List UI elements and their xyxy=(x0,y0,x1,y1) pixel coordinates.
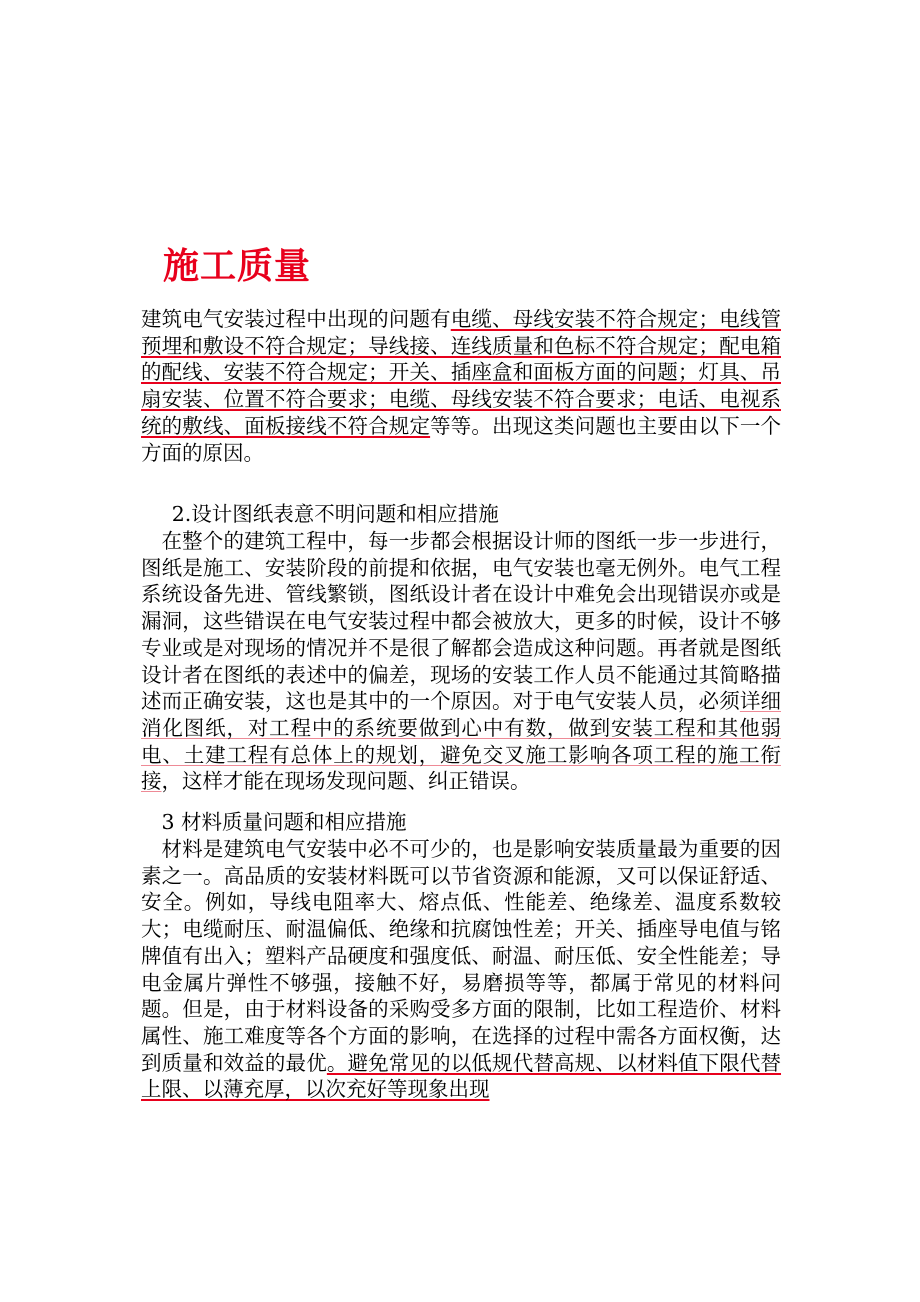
section-heading-3: 3 材料质量问题和相应措施 xyxy=(161,810,407,834)
document-title: 施工质量 xyxy=(163,245,312,287)
paragraph-materials-text: 材料是建筑电气安装中必不可少的，也是影响安装质量最为重要的因素之一。高品质的安装材料既可以节省资源和能源，又可以保证舒适、安全。例如，导线电阻率大、熔点低、性能差、绝缘差、温度系数较大；电缆耐压、耐温偏低、绝缘和抗腐蚀性差；开关、插座导电值与铭牌值有出入；塑料产品硬度和强度低、耐温、耐压低、安全性能差；导电金属片弹性不够强，接触不好，易磨损等等，都属于常见的材料问题。但是，由于材料设备的采购受多方面的限制，比如工程造价、材料属性、施工难度等各个方面的影响，在选择的过程中需各方面权衡，达到质量和效益的最优 xyxy=(141,837,781,1075)
paragraph-design-drawings xyxy=(141,528,781,795)
underlined-materials-measures: 。避免常见的以低规代替高规、以材料值下限代替上限、以薄充厚，以次充好等现象出现 xyxy=(141,1050,782,1102)
paragraph-issues-outro: 等等。出现这类问题也主要由以下一个方面的原因。 xyxy=(141,413,782,465)
paragraph-design-outro: ，这样才能在现场发现问题、纠正错误。 xyxy=(161,769,531,794)
paragraph-issues-intro: 建筑电气安装过程中出现的问题有 xyxy=(141,307,451,331)
paragraph-issues xyxy=(141,306,781,466)
underlined-design-measures: 详细消化图纸，对工程中的系统要做到心中有数，做到安装工程和其他弱电、土建工程有总体上的规划，避免交叉施工影响各项工程的施工衔接 xyxy=(141,689,782,794)
paragraph-materials xyxy=(141,836,781,1103)
underlined-issue-list: 电缆、母线安装不符合规定；电线管预埋和敷设不符合规定；导线接、连线质量和色标不符合规定；配电箱的配线、安装不符合规定；开关、插座盒和面板方面的问题；灯具、吊扇安装、位置不符合要求；电缆、母线安装不符合要求；电话、电视系统的敷线、面板接线不符合规定 xyxy=(141,307,781,438)
section-heading-2: 2.设计图纸表意不明问题和相应措施 xyxy=(171,502,499,526)
paragraph-design-text: 在整个的建筑工程中，每一步都会根据设计师的图纸一步一步进行，图纸是施工、安装阶段的前提和依据，电气安装也毫无例外。电气工程系统设备先进、管线繁锁，图纸设计者在设计中难免会出现错误亦或是漏洞，这些错误在电气安装过程中都会被放大，更多的时候，设计不够专业或是对现场的情况并不是很了解都会造成这种问题。再者就是图纸设计者在图纸的表述中的偏差，现场的安装工作人员不能通过其简略描述而正确安装，这也是其中的一个原因。对于电气安装人员，必须 xyxy=(141,529,781,714)
